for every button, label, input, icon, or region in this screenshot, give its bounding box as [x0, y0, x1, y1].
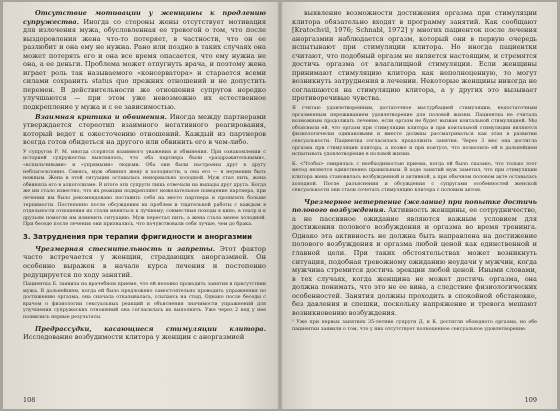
- page-number: 109: [524, 396, 537, 404]
- case-example-paragraph: [23, 150, 266, 229]
- paragraph-text: К. <Чтобы> смирилась с необходимостью приема, когда ей было сказано, что только этот метод является единственно правильным. В ходе занятий муж заметил, что при стимуляции клитора жена становилась возбужденной и активной, а при обычном половом акте оставалась холодной. После разъяснения и обсуждения с супругами особенностей женской сексуальности они стали сочетать стимуляцию клитора с половым актом.: [292, 161, 537, 194]
- paragraph-text: ¹ Уже при первых занятиях 35-летние супруги Д. и К. достигли обоюдного оргазма, но обе пациентки заявили о том, что у них отсутствует полноценное сексуальное удовлетворение.: [292, 320, 537, 332]
- paragraph-lead: Чрезмерное нетерпение (желание) при попытке достичь полового возбуждения.: [292, 197, 537, 215]
- left-page: [3, 2, 280, 409]
- book-spread: [3, 2, 557, 409]
- paragraph-text: Иногда со стороны жены отсутствует мотивация для излечения мужа, обусловленная ее тревогой о том, что после выздоровления жена что-то потеряет, в частности, что он ее разлюбит и она ему не нужна. Рано или поздно в таких случаях она может потерять его и она все время опасается, что ему нужна не она, а ее деньги. Проблема может отпугнуть врача, и поэтому жена играет роль так называемого «консерватора» и старается всеми силами сохранить status quo прежних отношений и не допустить перемен. В действительности же отношения супругов нередко улучшаются — при этом уже невозможно их естественное подкрепление у мужа и с ее зависимостью.: [23, 17, 266, 112]
- body-paragraph: [23, 113, 266, 147]
- case-example-paragraph: [292, 162, 537, 195]
- paragraph-text: Активность женщины, ее сотрудничество, а не пассивное ожидание являются важным условием для достижения полового возбуждения и оргазма во время тренинга. Однако эта активность не должна быть направлена на достижение полового возбуждения и оргазма любой ценой как единственной и главной цели. При таких обстоятельствах может возникнуть ситуация, подобная тревожному ожиданию неудачи у мужчин, когда мужчина стремится достичь эрекции любой ценой. Иными словами, в тех случаях, когда женщина не может достичь оргазма, она должна понимать, что это не ее вина, а следствие физиологических особенностей. Занятия должны проходить в спокойной обстановке, без давления и спешки, поскольку напряжение и тревога мешают возникновению возбуждения.: [292, 206, 537, 317]
- case-example-paragraph: [292, 106, 537, 159]
- body-paragraph: [23, 325, 266, 342]
- case-example-paragraph: [23, 282, 266, 322]
- paragraph-text: Пациентка Б. заявила на врачебном приеме, что ей неловко проводить занятия в присутствии мужа. В дальнейшем, когда ей было предложено самостоятельно проводить упражнения по достижению оргазма, она сначала отказывалась, ссылаясь на стыд. Однако после беседы с врачом о физиологии сексуальных реакций и объяснения значимости упражнений для улучшения супружеских отношений она согласилась их выполнять. Уже через 2 нед у нее появились первые результаты.: [23, 282, 266, 321]
- paragraph-text: выявление возможности достижения оргазма при стимуляции клитора обязательно входят в программу занятий. Как сообщают [Kratochvil, 1976; Schnabl, 1972] у многих пациенток после лечения аноргазмии наблюдается оргазм, который они в первую очередь испытывают при стимуляции клитора. Но иногда пациентки считают, что подобный оргазм не является настоящим, и стремятся достичь оргазма от влагалищной стимуляции. Если женщины принимают стимуляцию клитора как неполноценную, то могут возникнуть затруднения в лечении. Некоторые женщины никогда не соглашаются на стимуляцию клитора, а у других это вызывает противоречивые чувства.: [292, 9, 537, 103]
- section-heading: 3. Затруднения при терапии фригидности и аноргазмии: [23, 232, 252, 241]
- body-paragraph: [292, 9, 537, 103]
- case-example-paragraph: [292, 320, 537, 333]
- body-paragraph: [23, 9, 266, 112]
- paragraph-text: Этот фактор часто встречается у женщин, страдающих аноргазмией. Он особенно выражен в начале курса лечения и постепенно редуцируется по ходу занятий.: [23, 244, 266, 279]
- paragraph-lead: Отсутствие мотивации у женщины к продлению супружества.: [23, 9, 266, 26]
- paragraph-lead: Чрезмерная стеснительность и запреты.: [35, 244, 215, 253]
- paragraph-lead: Предрассудки, касающиеся стимуляции клитора.: [35, 324, 266, 333]
- body-paragraph: [292, 198, 537, 318]
- page-number: 108: [23, 396, 36, 404]
- body-paragraph: [23, 245, 266, 279]
- paragraph-text: У супругов Р. М. иногда ссорятся взаимного уважения и обвинения. При ознакомлении с историей супружества выяснилось, что оба партнера были «раздражительными», «вспыльчивыми» и «упрямыми» людьми. Оба они были настроены друг к другу неблагосклонно. Смеясь, муж обвинял жену в холодности, а она его — в неумении быть нежным. Жена в этой ситуации оставалась ненормально холодной. Муж стал пить, жена обвиняла его в алкоголизме. В итоге эти супруги лишь отвечали на выпады друг друга. Когда же им стало известно, что их реакции подкрепляют нежелательное поведение партнера, при лечении им было рекомендовано поставить себя на место партнера и проявлять больше терпимости. Постепенно после обсуждения их проблем и тщательной работы с каждым в отдельности отношения их стали меняться к лучшему; совместные походы в кино, в театр и к друзьям помогли им изменить ситуацию. Муж перестал пить, а жена стала менее холодной. При беседе после лечения они признались, что почувствовали себя лучше, чем до брака.: [23, 149, 266, 228]
- paragraph-text: Иногда между партнерами утверждается стереотип взаимного негативного реагирования, который ведет к ожесточению отношений. Каждый из партнеров всегда готов обидеться на другого или обвинить его в чем-либо.: [23, 112, 266, 147]
- paragraph-text: Исследование возбудимости клитора у женщин с аноргазмией: [23, 333, 245, 342]
- paragraph-text: Я считаю удовлетворенным, достаточное мастурбацией стимуляции, недостаточным оргазменным переживанием удовлетворение для половой жизни. Пациентка не считала возможным продолжать лечение, если оргазм не будет вызван коитальной стимуляцией. Мы объяснили ей, что оргазм при стимуляции клитора и при коитальной стимуляции являются физиологически одинаковыми и вместе должны рассматриваться как этап в развитии сексуальности. Пациентка согласилась продолжить занятия. Через 3 мес она достигла оргазма при стимуляции клитора, а позже и при коитусе, что позволило ей в дальнейшем испытывать удовлетворение в половой жизни.: [292, 106, 537, 158]
- paragraph-lead: Взаимная критика и обвинения.: [35, 112, 167, 121]
- right-page: [280, 2, 557, 409]
- book-gutter: [277, 2, 283, 409]
